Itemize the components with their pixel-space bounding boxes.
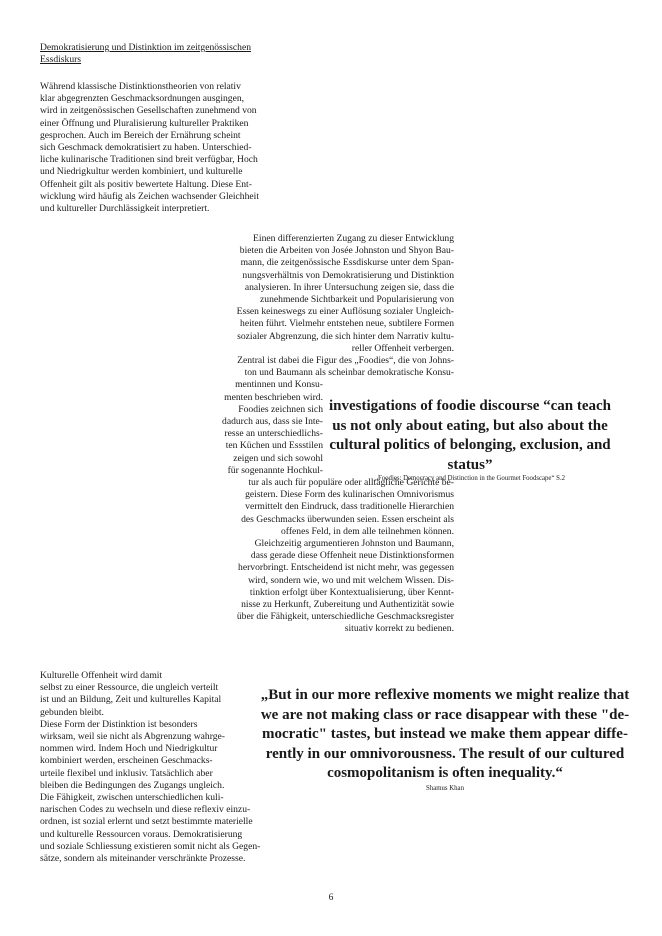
text-line: situativ korrekt zu bedienen. xyxy=(344,623,454,635)
text-line: menten beschrieben wird. xyxy=(224,391,323,403)
text-line: sätze, sondern als miteinander verschränkte Prozesse. xyxy=(40,853,246,864)
text-line: und Niedrigkultur werden kombiniert, und kulturelle xyxy=(40,166,243,178)
text-line: hervorbringt. Entscheidend ist nicht mehr, was gegessen xyxy=(238,562,454,574)
text-line: mentinnen und Konsu- xyxy=(235,379,323,391)
text-line: wicklung wird häufig als Zeichen wachsender Gleichheit xyxy=(40,190,259,202)
text-line: sozialer Abgrenzung, die sich hinter dem Narrativ kultu- xyxy=(237,330,454,342)
text-line: resse an unterschiedlichs- xyxy=(224,428,323,440)
text-line: urteile flexibel und inklusiv. Tatsächlich aber xyxy=(40,767,213,779)
text-line: Während klassische Distinktionstheorien von relativ xyxy=(40,81,241,92)
text-line: und kulturelle Ressourcen voraus. Demokratisierung xyxy=(40,828,243,840)
text-line: tur als auch für populäre oder alltägliche Gerichte be- xyxy=(248,477,454,488)
pull-quote-khan-source: Shamus Khan xyxy=(426,785,464,792)
pull-quote-line: us not only about eating, but also about the xyxy=(332,417,608,434)
text-line: bieten die Arbeiten von Josée Johnston und Shyon Bau- xyxy=(239,245,454,257)
text-line: Diese Form der Distinktion ist besonders xyxy=(40,718,198,730)
pull-quote-line: cosmopolitanism is often inequality.“ xyxy=(327,765,563,781)
text-line: wird in zeitgenössischen Gesellschaften zunehmend von xyxy=(40,105,257,117)
text-line: klar abgegrenzten Geschmacksordnungen ausgingen, xyxy=(40,93,245,105)
text-line: tinktion erfolgt über Kontextualisierung, über Kennt- xyxy=(249,586,454,598)
text-line: selbst zu einer Ressource, die ungleich verteilt xyxy=(40,682,219,694)
pull-quote-line: rently in our omnivorousness. The result of our cultured xyxy=(265,745,625,762)
text-line: ton und Baumann als scheinbar demokratische Konsu- xyxy=(244,367,454,379)
text-line: sich Geschmack demokratisiert zu haben. Unterschied- xyxy=(40,142,252,153)
pull-quote-line: „But in our more reflexive moments we might realize that xyxy=(260,687,630,703)
text-line: gebunden bleibt. xyxy=(40,706,104,718)
text-line: gesprochen. Auch im Bereich der Ernährung scheint xyxy=(40,129,241,141)
text-line: mann, die zeitgenössische Essdiskurse unter dem Span- xyxy=(240,257,454,269)
text-line: ten Küchen und Essstilen xyxy=(225,440,323,452)
text-line: Foodies zeichnen sich xyxy=(238,403,323,415)
text-line: ist und an Bildung, Zeit und kulturelles Kapital xyxy=(40,694,222,706)
pull-quote-line: we are not making class or race disappear with these "de- xyxy=(260,706,630,723)
text-line: bleiben die Bedingungen des Zugangs ungleich. xyxy=(40,779,225,791)
text-line: liche kulinarische Traditionen sind breit verfügbar, Hoch xyxy=(40,154,258,166)
text-line: einer Öffnung und Pluralisierung kultureller Praktiken xyxy=(40,117,249,129)
pull-quote-line: mocratic" tastes, but instead we make them appear diffe- xyxy=(262,726,628,742)
text-line: Essen keineswegs zu einer Auflösung sozialer Ungleich- xyxy=(236,306,454,318)
text-line: dass gerade diese Offenheit neue Distinktionsformen xyxy=(250,550,454,562)
page-number: 6 xyxy=(328,892,334,903)
text-line: ordnen, ist sozial erlernt und setzt bestimmte materielle xyxy=(40,816,253,828)
text-line: analysieren. In ihrer Untersuchung zeigen sie, dass die xyxy=(244,281,454,293)
section-heading-line-2: Essdiskurs xyxy=(40,54,82,65)
text-line: Gleichzeitig argumentieren Johnston und Baumann, xyxy=(254,538,454,549)
text-line: Zentral ist dabei die Figur des „Foodies“, die von Johns- xyxy=(237,355,454,366)
text-line: wird, sondern wie, wo und mit welchem Wissen. Dis- xyxy=(248,574,454,586)
text-line: Einen differenzierten Zugang zu dieser Entwicklung xyxy=(253,233,454,244)
text-line: heiten führt. Vielmehr entstehen neue, subtilere Formen xyxy=(240,318,454,330)
text-line: Kulturelle Offenheit wird damit xyxy=(40,670,163,681)
text-line: nisse zu Herkunft, Zubereitung und Authentizität sowie xyxy=(241,599,454,610)
pull-quote-line: cultural politics of belonging, exclusion, and xyxy=(329,437,611,453)
text-line: zunehmende Sichtbarkeit und Popularisierung von xyxy=(260,294,454,305)
text-line: des Geschmacks überwunden seien. Essen erscheint als xyxy=(241,513,454,525)
text-line: wirksam, weil sie nicht als Abgrenzung wahrge- xyxy=(40,731,225,742)
text-line: kombiniert werden, erscheinen Geschmacks- xyxy=(40,755,213,767)
text-line: dadurch aus, dass sie Inte- xyxy=(222,416,323,427)
text-line: offenes Feld, in dem alle teilnehmen können. xyxy=(281,525,454,537)
text-line: reller Offenheit verbergen. xyxy=(351,342,454,354)
pull-quote-line: investigations of foodie discourse “can teach xyxy=(328,398,612,414)
text-line: und soziale Schliessung existieren somit nicht als Gegen- xyxy=(40,840,261,852)
text-line: Die Fähigkeit, zwischen unterschiedlichen kuli- xyxy=(40,792,224,803)
text-line: Offenheit gilt als positiv bewertete Haltung. Diese Ent- xyxy=(40,178,252,190)
text-line: nungsverhältnis von Demokratisierung und Distinktion xyxy=(242,269,454,281)
text-line: und kultureller Durchlässigkeit interpretiert. xyxy=(40,203,210,214)
section-heading-line-1: Demokratisierung und Distinktion im zeitgenössischen xyxy=(40,42,252,53)
text-line: narischen Codes zu wechseln und diese reflexiv einzu- xyxy=(40,804,251,816)
text-line: vermittelt den Eindruck, dass traditionelle Hierarchien xyxy=(245,501,454,513)
text-line: für sogenannte Hochkul- xyxy=(227,464,323,476)
pull-quote-foodie-source: „Foodies: Democracy and Distinction in the Gourmet Foodscape“ S.2 xyxy=(374,475,566,482)
text-line: zeigen und sich sowohl xyxy=(233,452,323,464)
pull-quote-line: status” xyxy=(447,456,493,473)
text-line: über die Fähigkeit, unterschiedliche Geschmacksregister xyxy=(236,611,454,623)
text-line: geistern. Diese Form des kulinarischen Omnivorismus xyxy=(245,489,454,501)
text-line: nommen wird. Indem Hoch und Niedrigkultur xyxy=(40,743,218,755)
